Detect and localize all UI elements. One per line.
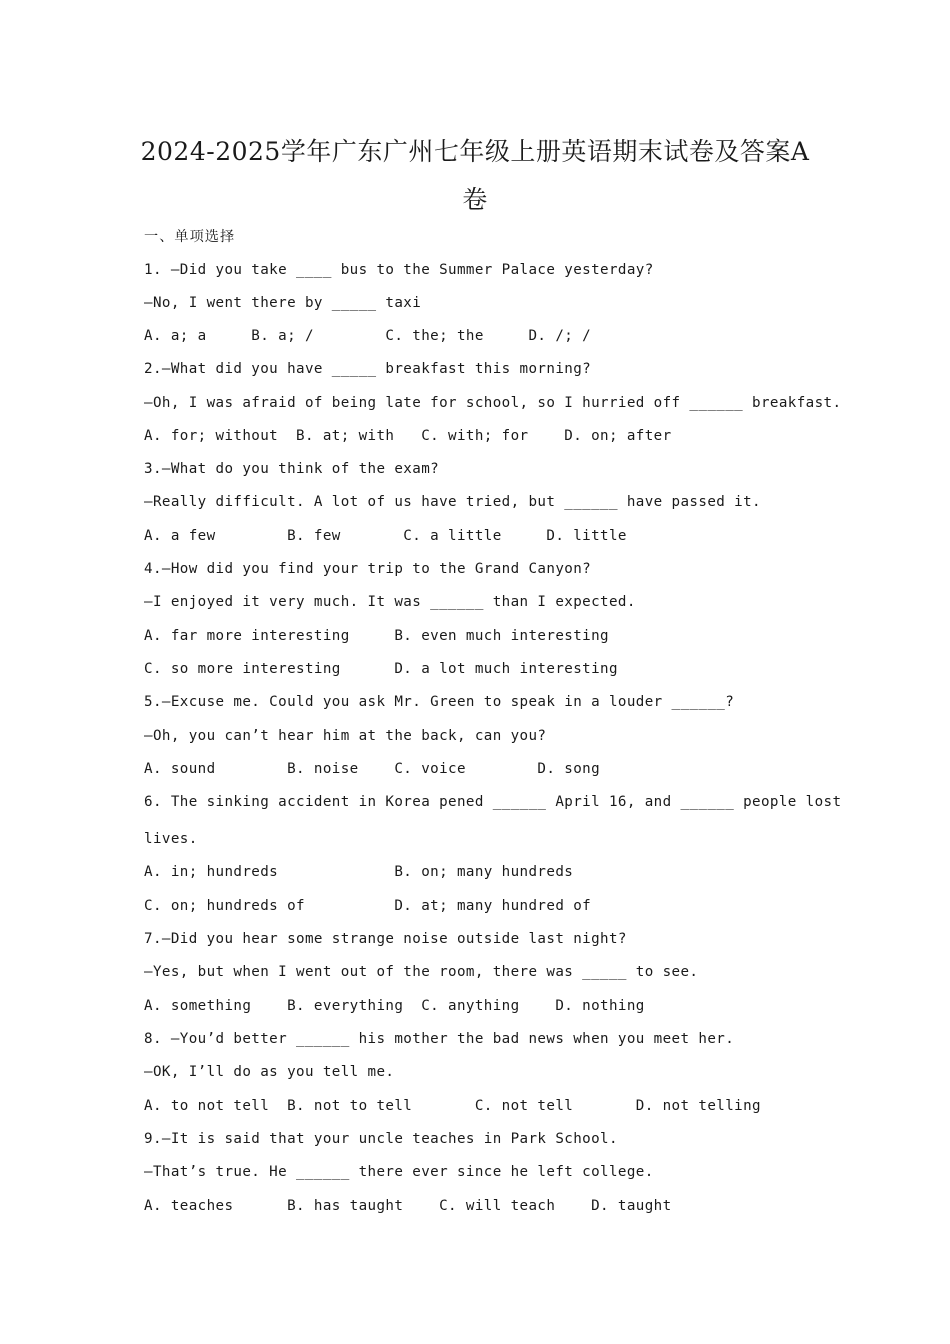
question-9-reply: —That’s true. He ______ there ever since he left college. (144, 1164, 654, 1180)
question-6-options-ab: A. in; hundreds B. on; many hundreds (144, 864, 574, 880)
question-9-options: A. teaches B. has taught C. will teach D. taught (144, 1198, 672, 1214)
question-2-options: A. for; without B. at; with C. with; for D. on; after (144, 428, 672, 444)
question-9-stem: 9.—It is said that your uncle teaches in Park School. (144, 1131, 618, 1147)
section-heading: 一、单项选择 (144, 229, 236, 245)
question-4-options-ab: A. far more interesting B. even much interesting (144, 628, 609, 644)
question-6-stem: 6. The sinking accident in Korea pened ______ April 16, and ______ people lost (144, 794, 842, 810)
question-5-options: A. sound B. noise C. voice D. song (144, 761, 601, 777)
question-6-stem-continued: lives. (144, 831, 198, 847)
question-4-reply: —I enjoyed it very much. It was ______ than I expected. (144, 594, 636, 610)
question-6-options-cd: C. on; hundreds of D. at; many hundred of (144, 898, 592, 914)
question-8-stem: 8. —You’d better ______ his mother the bad news when you meet her. (144, 1031, 735, 1047)
question-8-reply: —OK, I’ll do as you tell me. (144, 1064, 395, 1080)
question-3-options: A. a few B. few C. a little D. little (144, 528, 627, 544)
question-5-stem: 5.—Excuse me. Could you ask Mr. Green to speak in a louder ______? (144, 694, 735, 710)
question-8-options: A. to not tell B. not to tell C. not tell D. not telling (144, 1098, 761, 1114)
question-4-options-cd: C. so more interesting D. a lot much interesting (144, 661, 618, 677)
document-title-line-1: 2024-2025学年广东广州七年级上册英语期末试卷及答案A (140, 137, 810, 166)
question-1-reply: —No, I went there by _____ taxi (144, 295, 422, 311)
question-2-reply: —Oh, I was afraid of being late for school, so I hurried off ______ breakfast. (144, 395, 842, 411)
question-7-options: A. something B. everything C. anything D. nothing (144, 998, 645, 1014)
question-3-stem: 3.—What do you think of the exam? (144, 461, 440, 477)
question-7-stem: 7.—Did you hear some strange noise outside last night? (144, 931, 627, 947)
document-title-line-2: 卷 (462, 185, 488, 214)
question-2-stem: 2.—What did you have _____ breakfast this morning? (144, 361, 592, 377)
question-1-stem: 1. —Did you take ____ bus to the Summer Palace yesterday? (144, 262, 654, 278)
question-3-reply: —Really difficult. A lot of us have tried, but ______ have passed it. (144, 494, 761, 510)
question-7-reply: —Yes, but when I went out of the room, there was _____ to see. (144, 964, 699, 980)
question-4-stem: 4.—How did you find your trip to the Grand Canyon? (144, 561, 592, 577)
question-5-reply: —Oh, you can’t hear him at the back, can you? (144, 728, 547, 744)
question-1-options: A. a; a B. a; / C. the; the D. /; / (144, 328, 592, 344)
